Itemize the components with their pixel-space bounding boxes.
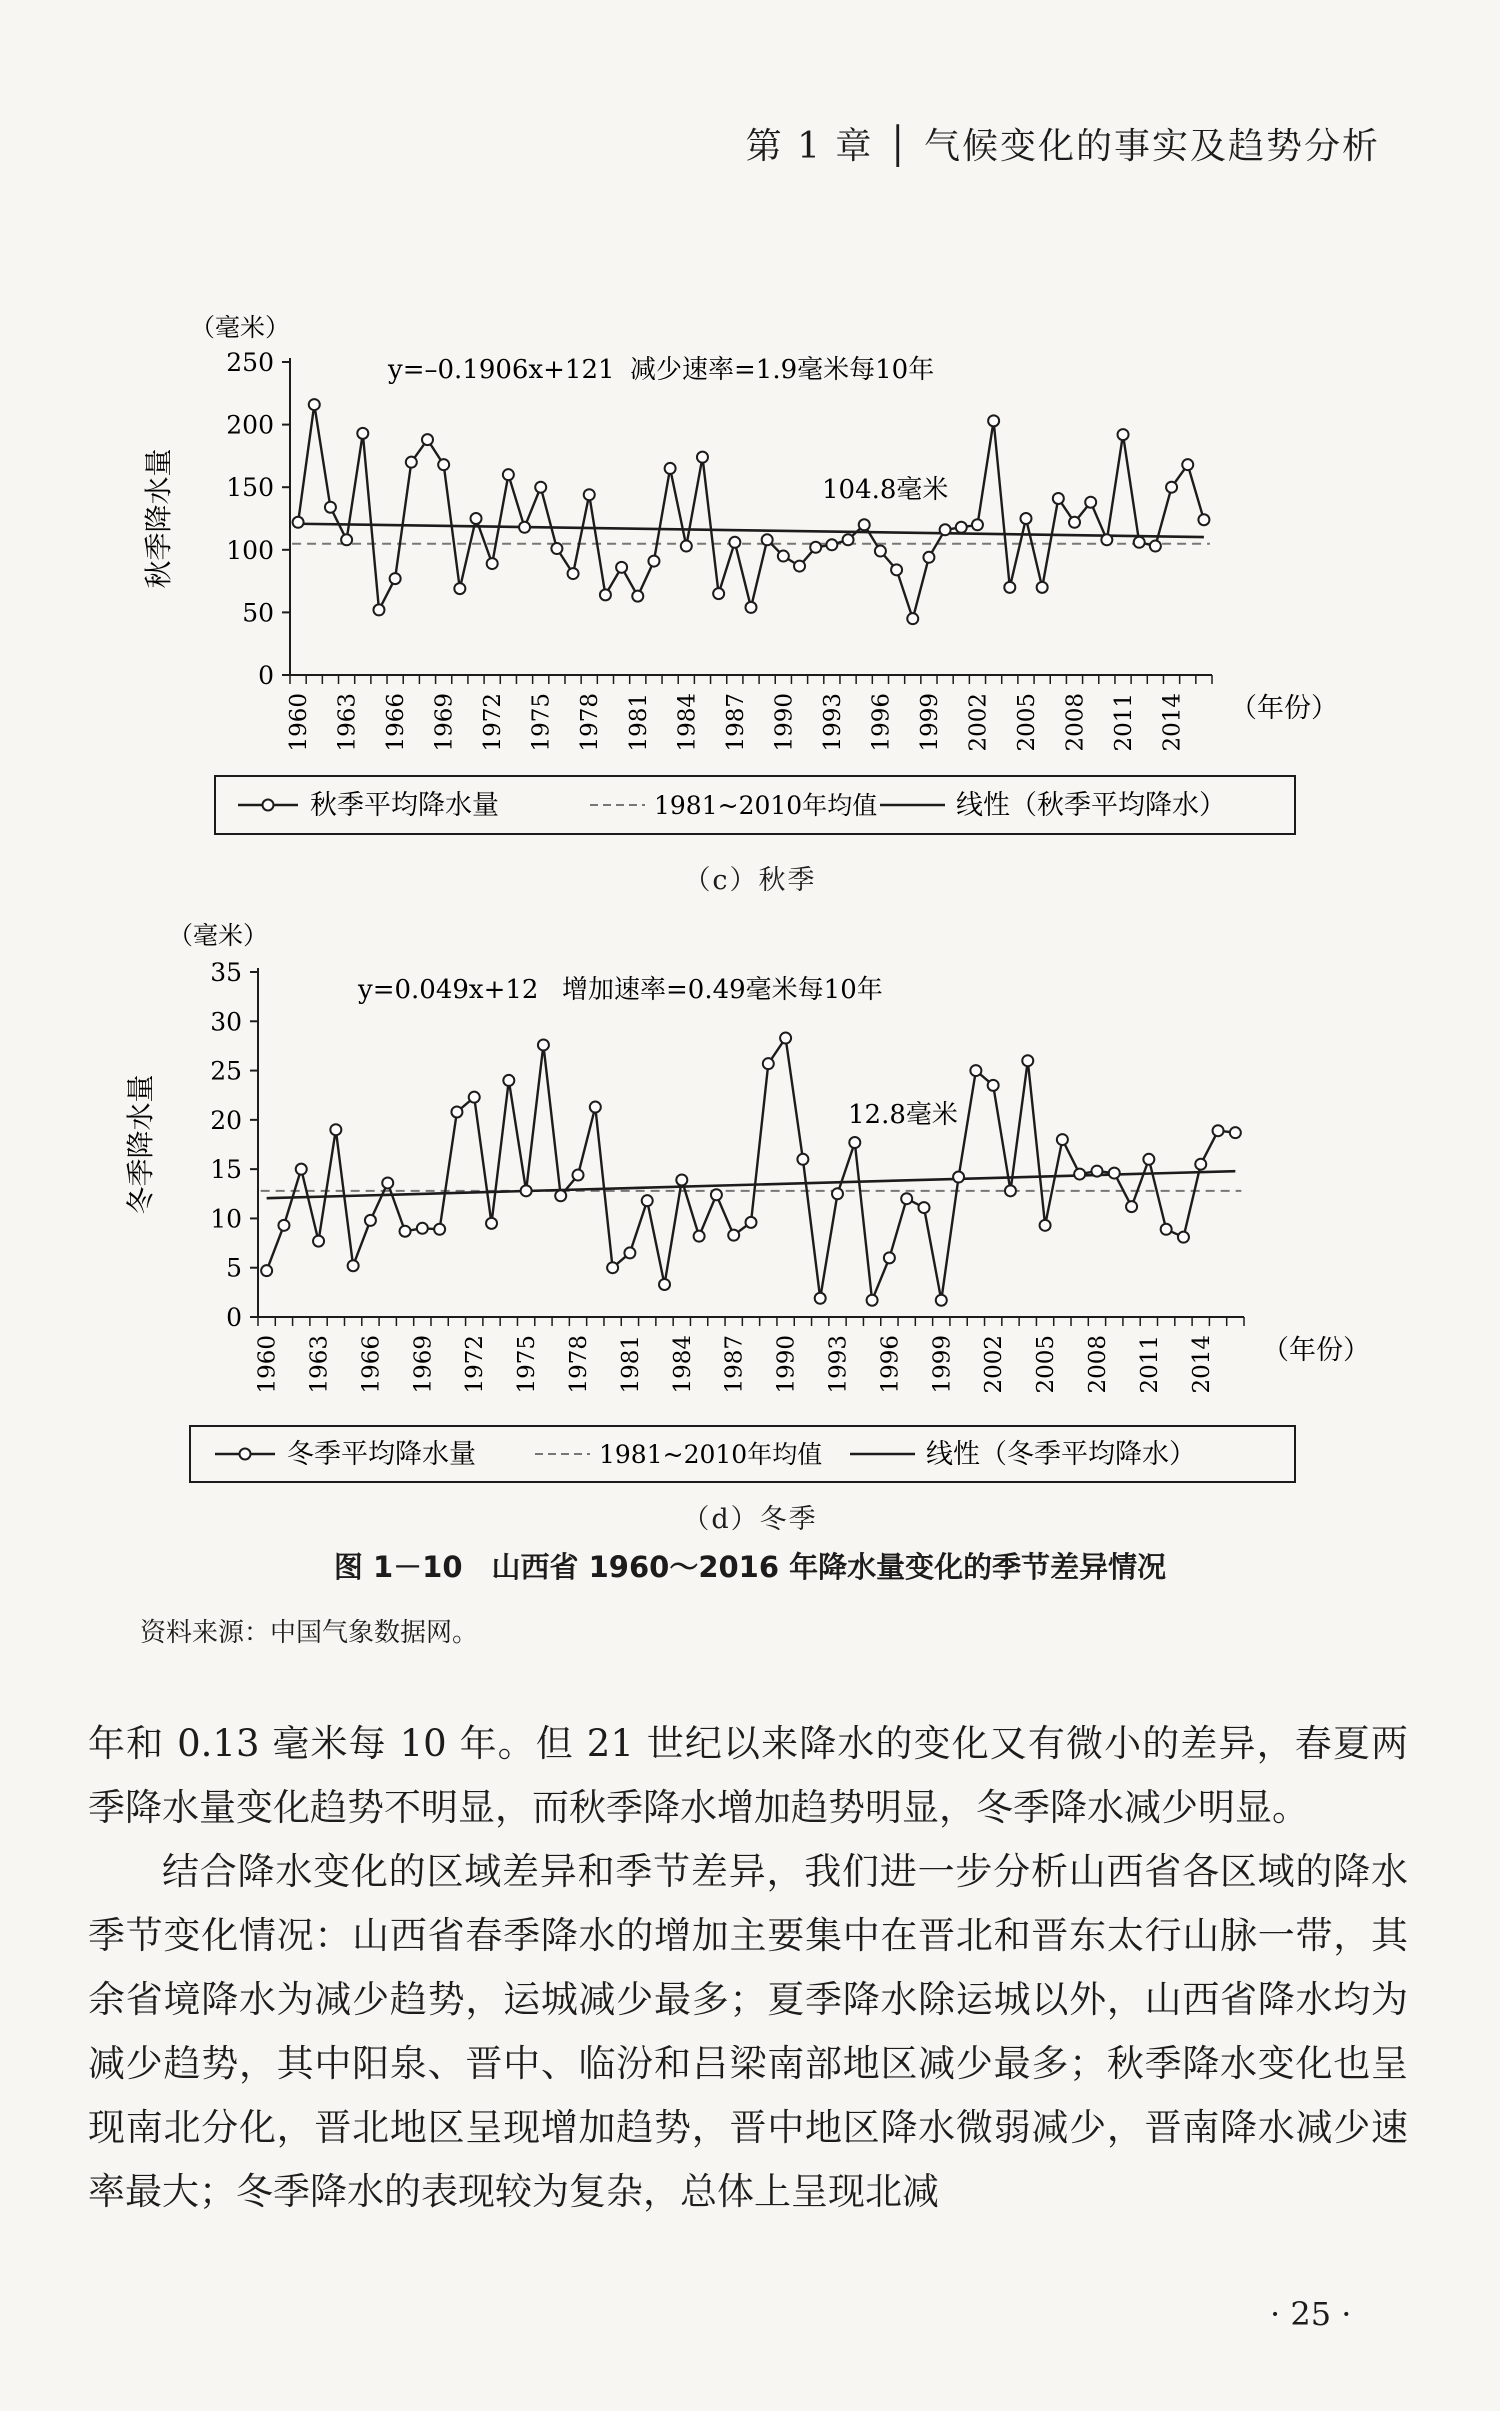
- x-tick-label: 1978: [577, 693, 604, 752]
- data-point: [348, 1260, 359, 1271]
- data-point: [746, 1217, 757, 1228]
- precipitation-series-line: [298, 405, 1204, 619]
- data-point: [261, 1265, 272, 1276]
- x-tick-label: 1990: [771, 693, 798, 752]
- data-point: [843, 534, 854, 545]
- data-point: [454, 583, 465, 594]
- data-point: [1085, 497, 1096, 508]
- data-point: [936, 1295, 947, 1306]
- data-point: [746, 602, 757, 613]
- data-point: [867, 1295, 878, 1306]
- data-point: [1040, 1220, 1051, 1231]
- data-point: [797, 1154, 808, 1165]
- data-point: [486, 1218, 497, 1229]
- unit-label: （毫米）: [168, 921, 269, 950]
- data-point: [330, 1124, 341, 1135]
- y-tick-label: 10: [210, 1204, 242, 1234]
- data-point: [713, 588, 724, 599]
- data-point: [676, 1174, 687, 1185]
- y-tick-label: 15: [210, 1155, 242, 1185]
- data-point: [1198, 514, 1209, 525]
- body-paragraph-2: 结合降水变化的区域差异和季节差异，我们进一步分析山西省各区域的降水季节变化情况：山西省春季降水的增加主要集中在晋北和晋东太行山脉一带，其余省境降水为减少趋势，运城减少最多；夏季降水除运城以外，山西省降水均为减少趋势，其中阳泉、晋中、临汾和吕梁南部地区减少最多；秋季降水变化也呈现南北分化，晋北地区呈现增加趋势，晋中地区降水微弱减少，晋南降水减少速率最大；冬季降水的表现较为复杂，总体上呈现北减: [88, 1850, 1408, 2213]
- page-number: · 25 ·: [1270, 2295, 1352, 2333]
- data-point: [487, 558, 498, 569]
- data-point: [1091, 1166, 1102, 1177]
- x-tick-label: 1966: [383, 693, 410, 752]
- y-tick-label: 150: [226, 473, 274, 503]
- y-tick-label: 35: [210, 958, 242, 987]
- linear-trend-line: [298, 524, 1204, 537]
- data-point: [584, 489, 595, 500]
- y-tick-label: 30: [210, 1007, 242, 1037]
- x-tick-label: 1996: [877, 1335, 904, 1394]
- linear-trend-line: [267, 1171, 1236, 1198]
- x-tick-label: 1975: [514, 1335, 541, 1394]
- y-tick-label: 200: [226, 410, 274, 440]
- legend-mean-label: 1981~2010年均值: [599, 1440, 823, 1469]
- data-point: [438, 459, 449, 470]
- x-tick-label: 1963: [306, 1335, 333, 1394]
- x-tick-label: 2014: [1188, 1335, 1215, 1394]
- x-tick-label: 2005: [1033, 1335, 1060, 1394]
- legend-series-label: 冬季平均降水量: [287, 1439, 476, 1470]
- x-tick-label: 2002: [981, 1335, 1008, 1394]
- y-tick-label: 20: [210, 1105, 242, 1135]
- legend-trend-label: 线性（冬季平均降水）: [926, 1439, 1196, 1470]
- data-point: [1143, 1154, 1154, 1165]
- x-tick-label: 2011: [1111, 693, 1138, 752]
- data-point: [1182, 459, 1193, 470]
- x-tick-label: 1993: [819, 693, 846, 752]
- winter-panel-caption: （d）冬季: [682, 1504, 818, 1535]
- data-point: [382, 1177, 393, 1188]
- data-point: [891, 564, 902, 575]
- data-point: [1166, 482, 1177, 493]
- data-point: [325, 502, 336, 513]
- running-header: 第 1 章 │ 气候变化的事实及趋势分析: [745, 126, 1380, 167]
- data-point: [365, 1215, 376, 1226]
- data-point: [953, 1172, 964, 1183]
- data-point: [810, 542, 821, 553]
- legend-series-label: 秋季平均降水量: [310, 790, 499, 821]
- x-tick-label: 1969: [410, 1335, 437, 1394]
- data-point: [422, 434, 433, 445]
- data-point: [1161, 1224, 1172, 1235]
- data-point: [832, 1188, 843, 1199]
- data-point: [624, 1247, 635, 1258]
- data-point: [1022, 1055, 1033, 1066]
- data-point: [632, 591, 643, 602]
- x-tick-label: 2002: [965, 693, 992, 752]
- x-tick-label: 2008: [1062, 693, 1089, 752]
- data-point: [607, 1262, 618, 1273]
- data-point: [729, 537, 740, 548]
- y-tick-label: 0: [226, 1303, 242, 1332]
- data-point: [313, 1236, 324, 1247]
- data-point: [956, 522, 967, 533]
- x-tick-label: 1972: [480, 693, 507, 752]
- legend-mean-label: 1981~2010年均值: [654, 791, 878, 820]
- mean-value-label: 12.8毫米: [848, 1100, 958, 1130]
- x-tick-label: 1966: [358, 1335, 385, 1394]
- y-tick-label: 250: [226, 348, 274, 377]
- data-point: [642, 1195, 653, 1206]
- data-point: [1118, 429, 1129, 440]
- winter-precipitation-chart: [0, 908, 1500, 1498]
- data-point: [278, 1220, 289, 1231]
- data-point: [503, 1075, 514, 1086]
- data-point: [309, 399, 320, 410]
- data-point: [711, 1189, 722, 1200]
- data-point: [519, 522, 530, 533]
- data-point: [1213, 1125, 1224, 1136]
- x-tick-label: 1996: [868, 693, 895, 752]
- x-tick-label: 2008: [1084, 1335, 1111, 1394]
- trend-equation: y=0.049x+12: [358, 975, 539, 1005]
- x-tick-label: 1963: [334, 693, 361, 752]
- data-point: [815, 1293, 826, 1304]
- x-tick-label: 1984: [669, 1335, 696, 1394]
- data-point: [521, 1185, 532, 1196]
- data-point: [293, 517, 304, 528]
- data-point: [1053, 493, 1064, 504]
- y-tick-label: 25: [210, 1056, 242, 1086]
- x-tick-label: 1960: [286, 693, 313, 752]
- data-point: [665, 463, 676, 474]
- data-point: [503, 469, 514, 480]
- data-point: [849, 1137, 860, 1148]
- data-point: [780, 1033, 791, 1044]
- data-point: [697, 452, 708, 463]
- data-point: [341, 534, 352, 545]
- data-point: [590, 1102, 601, 1113]
- x-tick-label: 1999: [916, 693, 943, 752]
- x-tick-label: 1972: [462, 1335, 489, 1394]
- autumn-panel-caption: （c）秋季: [683, 865, 817, 896]
- x-tick-label: 1975: [528, 693, 555, 752]
- data-point: [694, 1231, 705, 1242]
- y-axis-title: 冬季降水量: [124, 1074, 157, 1215]
- y-tick-label: 5: [226, 1253, 242, 1283]
- data-point: [390, 573, 401, 584]
- data-point: [826, 539, 837, 550]
- trend-equation: y=–0.1906x+121: [388, 355, 615, 385]
- data-point: [434, 1224, 445, 1235]
- x-tick-label: 2005: [1013, 693, 1040, 752]
- x-axis-title: （年份）: [1262, 1335, 1370, 1366]
- data-point: [400, 1226, 411, 1237]
- data-point: [469, 1092, 480, 1103]
- data-point: [970, 1065, 981, 1076]
- data-point: [568, 568, 579, 579]
- precipitation-series-line: [267, 1038, 1236, 1300]
- data-point: [616, 562, 627, 573]
- data-point: [373, 604, 384, 615]
- data-point: [972, 519, 983, 530]
- autumn-precipitation-chart: [0, 290, 1500, 850]
- data-point: [681, 541, 692, 552]
- data-point: [471, 513, 482, 524]
- data-point: [648, 556, 659, 567]
- x-tick-label: 1960: [254, 1335, 281, 1394]
- data-point: [1178, 1232, 1189, 1243]
- y-tick-label: 0: [258, 661, 274, 690]
- legend-trend-label: 线性（秋季平均降水）: [956, 790, 1226, 821]
- data-point: [538, 1039, 549, 1050]
- data-point: [940, 524, 951, 535]
- rate-annotation: 减少速率=1.9毫米每10年: [630, 355, 935, 385]
- data-point: [907, 613, 918, 624]
- data-point: [551, 543, 562, 554]
- x-tick-label: 1987: [722, 693, 749, 752]
- x-tick-label: 1969: [431, 693, 458, 752]
- data-point: [884, 1252, 895, 1263]
- data-point: [923, 552, 934, 563]
- x-tick-label: 1981: [617, 1335, 644, 1394]
- legend-series-marker: [263, 800, 274, 811]
- data-point: [573, 1170, 584, 1181]
- x-axis-title: （年份）: [1230, 693, 1338, 724]
- data-point: [1195, 1159, 1206, 1170]
- data-point: [1109, 1168, 1120, 1179]
- data-point: [778, 551, 789, 562]
- data-point: [875, 546, 886, 557]
- data-point: [296, 1164, 307, 1175]
- x-tick-label: 1993: [825, 1335, 852, 1394]
- x-tick-label: 1978: [566, 1335, 593, 1394]
- data-point: [728, 1230, 739, 1241]
- y-tick-label: 100: [226, 535, 274, 565]
- data-point: [901, 1193, 912, 1204]
- x-tick-label: 1999: [929, 1335, 956, 1394]
- mean-value-label: 104.8毫米: [822, 475, 949, 505]
- data-point: [659, 1279, 670, 1290]
- data-point: [1074, 1169, 1085, 1180]
- data-point: [535, 482, 546, 493]
- data-point: [1020, 513, 1031, 524]
- data-point: [763, 1058, 774, 1069]
- data-point: [988, 1080, 999, 1091]
- unit-label: （毫米）: [190, 313, 291, 342]
- body-text: [88, 1712, 1408, 2224]
- data-point: [762, 534, 773, 545]
- data-point: [1101, 534, 1112, 545]
- data-point: [918, 1202, 929, 1213]
- body-paragraph-1: 年和 0.13 毫米每 10 年。但 21 世纪以来降水的变化又有微小的差异，春夏两季降水量变化趋势不明显，而秋季降水增加趋势明显，冬季降水减少明显。: [88, 1722, 1408, 1829]
- data-point: [1057, 1134, 1068, 1145]
- x-tick-label: 2011: [1136, 1335, 1163, 1394]
- x-tick-label: 1981: [625, 693, 652, 752]
- x-tick-label: 1990: [773, 1335, 800, 1394]
- data-point: [451, 1106, 462, 1117]
- data-point: [417, 1223, 428, 1234]
- data-source-note: 资料来源：中国气象数据网。: [140, 1618, 479, 1648]
- x-tick-label: 2014: [1159, 693, 1186, 752]
- figure-title: 图 1－10 山西省 1960～2016 年降水量变化的季节差异情况: [333, 1550, 1167, 1584]
- data-point: [1126, 1201, 1137, 1212]
- x-tick-label: 1987: [721, 1335, 748, 1394]
- data-point: [1134, 537, 1145, 548]
- y-tick-label: 50: [242, 598, 274, 628]
- legend-series-marker: [240, 1449, 251, 1460]
- rate-annotation: 增加速率=0.49毫米每10年: [562, 975, 883, 1005]
- data-point: [1230, 1127, 1241, 1138]
- data-point: [1150, 541, 1161, 552]
- data-point: [988, 415, 999, 426]
- data-point: [1005, 1185, 1016, 1196]
- data-point: [1037, 582, 1048, 593]
- data-point: [1069, 517, 1080, 528]
- y-axis-title: 秋季降水量: [142, 448, 175, 589]
- data-point: [794, 561, 805, 572]
- x-tick-label: 1984: [674, 693, 701, 752]
- data-point: [1004, 582, 1015, 593]
- data-point: [555, 1190, 566, 1201]
- data-point: [406, 457, 417, 468]
- data-point: [357, 428, 368, 439]
- data-point: [859, 519, 870, 530]
- data-point: [600, 589, 611, 600]
